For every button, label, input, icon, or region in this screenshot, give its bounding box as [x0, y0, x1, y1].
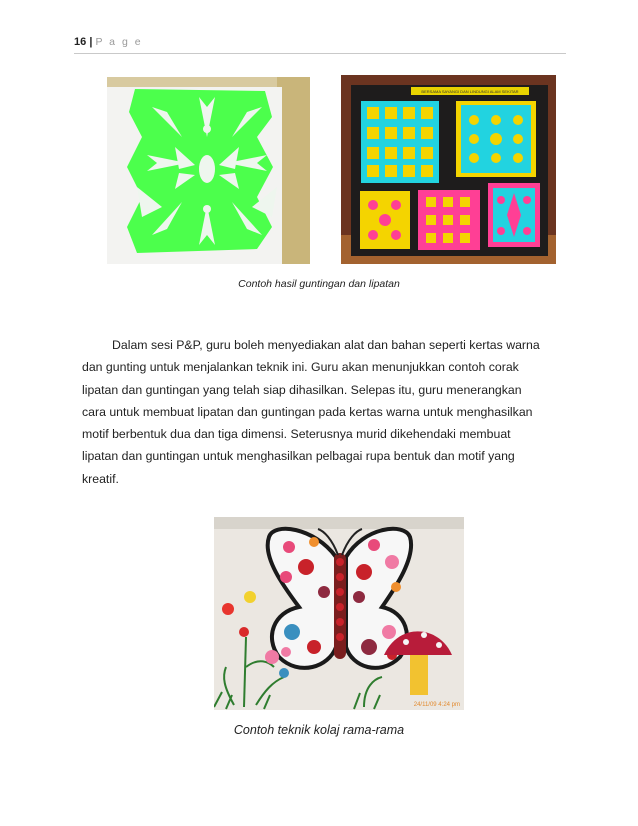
header-rule: [74, 53, 566, 54]
papercut-board-image: [341, 75, 556, 264]
paragraph-line: lipatan dan guntingan untuk menghasilkan pelbagai rupa bentuk dan motif yang: [82, 449, 515, 464]
page-number: 16: [74, 36, 87, 48]
photo-timestamp: 24/11/09 4:24 pm: [413, 702, 460, 708]
paragraph-line: dan gunting untuk menjalankan teknik ini. Guru akan menunjukkan contoh corak: [82, 360, 519, 375]
paragraph-line: Dalam sesi P&P, guru boleh menyediakan alat dan bahan seperti kertas warna: [112, 338, 540, 352]
paragraph-line: motif berbentuk dua dan tiga dimensi. Seterusnya murid dikehendaki membuat: [82, 427, 511, 442]
butterfly-collage-image: [214, 517, 464, 710]
page-label: P a g e: [95, 36, 143, 48]
header-separator: |: [89, 36, 93, 48]
paragraph-line: cara untuk membuat lipatan dan guntingan pada kertas warna untuk menghasilkan: [82, 404, 533, 419]
paragraph-line: kreatif.: [82, 471, 119, 486]
green-papercut-image: [107, 77, 310, 264]
figure1-caption: Contoh hasil guntingan dan lipatan: [238, 278, 400, 290]
page-header: [74, 36, 143, 48]
body-paragraph: [82, 334, 560, 490]
board-title: BERSAMA SAYANGI DAN LINDUNGI ALAM SEKITAR: [421, 89, 519, 94]
paragraph-line: lipatan dan guntingan yang telah siap dihasilkan. Selepas itu, guru menerangkan: [82, 382, 522, 397]
figure2-caption: Contoh teknik kolaj rama-rama: [233, 723, 405, 737]
